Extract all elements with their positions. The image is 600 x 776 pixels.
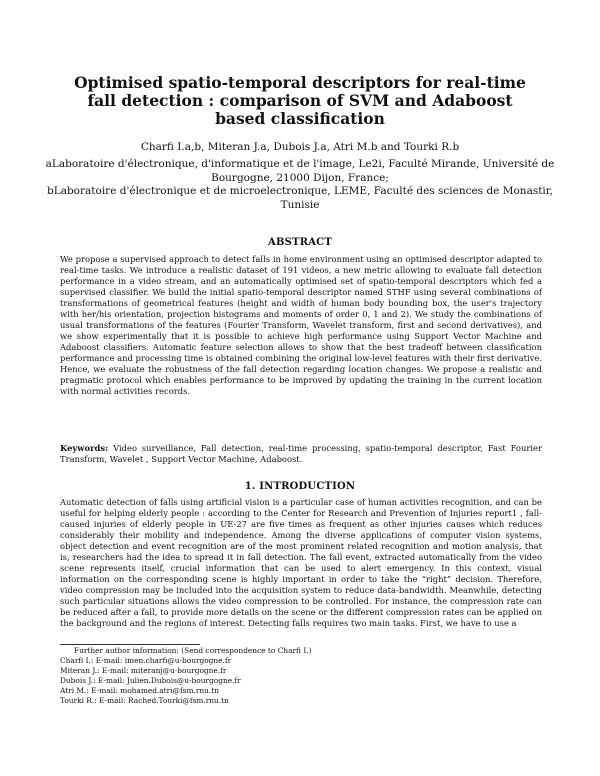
footnote-email-charfi: Charfi I.: E-mail: imen.charfi@u-bourgogne.fr: [60, 656, 232, 665]
keywords: [60, 443, 542, 465]
footnote-email-atri: Atri M.: E-mail: mohamed.atri@fsm.rnu.tn: [60, 686, 219, 695]
introduction-text: Automatic detection of falls using artificial vision is a particular case of human activities recognition, and can be useful for helping elderly people : according to the Center for Research and Prevention of Injuries report1 , fall-caused injuries of elderly people in UE-27 are five times as frequent as other injuries causes which reduces considerably their mobility and independence. Among the diverse applications of computer vision systems, object detection and event recognition are of the most prominent related recognition and motion analysis, that is, researchers had the idea to spread it in fall detection. The fall event, extracted automatically from the video scene represents itself, crucial information that can be used to alert emergency. In this context, visual information on the corresponding scene is highly important in order to take the “right” decision. Therefore, video compression may be included into the acquisition system to reduce data-bandwidth. Meanwhile, detecting such particular situations allows the video compression to be controlled. For instance, the compression rate can be reduced after a fall, to provide more details on the scene or the different compression rates can be applied on the background and the regions of interest. Detecting falls requires two main tasks. First, we have to use a: [60, 497, 542, 628]
paper-title: Optimised spatio-temporal descriptors for real-time fall detection : comparison of SVM and Adaboost based classification: [74, 73, 526, 128]
footnotes: [60, 646, 540, 706]
footnote-email-miteran: Miteran J.: E-mail: miteranj@u-bourgogne.fr: [60, 666, 227, 675]
affiliations: [40, 158, 560, 212]
footnote-email-tourki: Tourki R.: E-mail: Rached.Tourki@fsm.rnu.tn: [60, 696, 229, 705]
author-list: Charfi I.a,b, Miteran J.a, Dubois J.a, Atri M.b and Tourki R.b: [140, 141, 460, 153]
abstract-text: We propose a supervised approach to detect falls in home environment using an optimised descriptor adapted to real-time tasks. We introduce a realistic dataset of 191 videos, a new metric allowing to evaluate fall detection performance in a video stream, and an automatically optimised set of spatio-temporal descriptors which fed a supervised classifier. We build the initial spatio-temporal descriptor named STHF using several combinations of transformations of geometrical features (height and width of human body bounding box, the user's trajectory with her/his orientation, projection histograms and moments of order 0, 1 and 2). We study the combinations of usual transformations of the features (Fourier Transform, Wavelet transform, first and second derivatives), and we show experimentally that it is possible to achieve high performance using Support Vector Machine and Adaboost classifiers. Automatic feature selection allows to show that the best tradeoff between classification performance and processing time is obtained combining the original low-level features with their first derivative. Hence, we evaluate the robustness of the fall detection regarding location changes. We propose a realistic and pragmatic protocol which enables performance to be improved by updating the training in the current location with normal activities records.: [60, 254, 542, 396]
footnote-rule: [60, 644, 200, 645]
footnote-correspondence: Further author information: (Send correspondence to Charfi I.): [74, 646, 312, 655]
keywords-label: Keywords:: [60, 443, 109, 453]
affiliation-a: aLaboratoire d'électronique, d'informatique et de l'image, Le2i, Faculté Mirande, Université de Bourgogne, 21000 Dijon, France;: [45, 158, 555, 184]
affiliation-b: bLaboratoire d'électronique et de microelectronique, LEME, Faculté des sciences de Monastir, Tunisie: [47, 185, 553, 211]
introduction-heading: 1. INTRODUCTION: [244, 481, 356, 492]
abstract-heading: ABSTRACT: [268, 237, 332, 248]
footnote-email-dubois: Dubois J.: E-mail: Julien.Dubois@u-bourgogne.fr: [60, 676, 241, 685]
keywords-text: Video surveillance, Fall detection, real-time processing, spatio-temporal descriptor, Fast Fourier Transform, Wavelet , Support Vector Machine, Adaboost.: [60, 443, 542, 464]
